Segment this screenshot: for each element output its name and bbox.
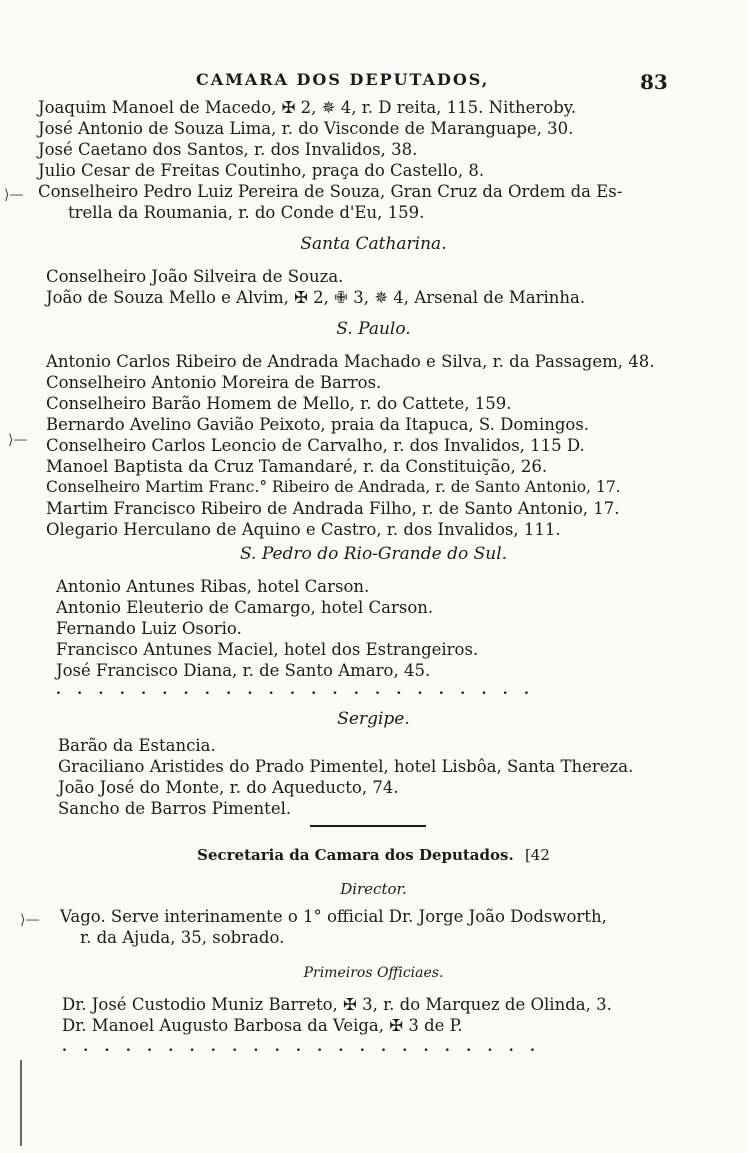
list-item: Antonio Eleuterio de Camargo, hotel Carson.: [56, 598, 434, 617]
list-item: Conselheiro João Silveira de Souza.: [46, 267, 344, 286]
dotted-leader: .......................: [62, 1039, 552, 1055]
list-item: João José do Monte, r. do Aqueducto, 74.: [58, 778, 399, 797]
section-title: [0, 844, 747, 866]
list-item: Julio Cesar de Freitas Coutinho, praça do Castello, 8.: [38, 161, 485, 180]
list-item: Dr. José Custodio Muniz Barreto, ✠ 3, r. do Marquez de Olinda, 3.: [62, 995, 612, 1014]
top-entries: [0, 97, 747, 223]
list-item: José Antonio de Souza Lima, r. do Visconde de Maranguape, 30.: [38, 119, 574, 138]
secretaria-title-suffix: [42: [524, 846, 550, 864]
officials-heading: Primeiros Officiaes.: [303, 965, 444, 981]
section-title: S. Pedro do Rio-Grande do Sul.: [239, 544, 508, 564]
margin-mark-icon: ⟩—: [4, 187, 24, 203]
list-item: Manoel Baptista da Cruz Tamandaré, r. da Constituição, 26.: [46, 457, 548, 476]
list-item-continuation: trella da Roumania, r. do Conde d'Eu, 159.: [68, 203, 425, 222]
section-santa-catharina: [0, 232, 747, 308]
list-item: José Caetano dos Santos, r. dos Invalidos, 38.: [38, 140, 418, 159]
list-item: Conselheiro Barão Homem de Mello, r. do Cattete, 159.: [46, 394, 512, 413]
list-item: Dr. Manoel Augusto Barbosa da Veiga, ✠ 3 de P.: [62, 1016, 463, 1035]
list-item: Conselheiro Antonio Moreira de Barros.: [46, 373, 382, 392]
list-item: Sancho de Barros Pimentel.: [58, 799, 292, 818]
section-title: Sergipe.: [337, 709, 410, 729]
list-item: Martim Francisco Ribeiro de Andrada Filho, r. de Santo Antonio, 17.: [46, 499, 620, 518]
page-header: [0, 70, 747, 96]
list-item: João de Souza Mello e Alvim, ✠ 2, ✙ 3, ✵ 4, Arsenal de Marinha.: [46, 288, 586, 307]
list-item: Bernardo Avelino Gavião Peixoto, praia da Itapuca, S. Domingos.: [46, 415, 590, 434]
section-divider: [310, 825, 426, 827]
list-item: Fernando Luiz Osorio.: [56, 619, 242, 638]
margin-line: [20, 1060, 22, 1146]
page-number: 83: [640, 70, 668, 94]
dotted-leader: .......................: [56, 682, 546, 698]
list-item: Conselheiro Carlos Leoncio de Carvalho, r. dos Invalidos, 115 D.: [46, 436, 585, 455]
director-heading: Director.: [340, 880, 407, 898]
secretaria-title: Secretaria da Camara dos Deputados.: [197, 846, 514, 864]
list-item: Barão da Estancia.: [58, 736, 216, 755]
section-sergipe: [0, 707, 747, 819]
section-title: S. Paulo.: [336, 319, 411, 339]
list-item: Olegario Herculano de Aquino e Castro, r. dos Invalidos, 111.: [46, 520, 561, 539]
list-item: Conselheiro Pedro Luiz Pereira de Souza, Gran Cruz da Ordem da Es-: [38, 182, 623, 201]
section-title: Santa Catharina.: [300, 234, 447, 254]
list-item: Joaquim Manoel de Macedo, ✠ 2, ✵ 4, r. D reita, 115. Nitheroby.: [38, 98, 577, 117]
director-line: Vago. Serve interinamente o 1° official Dr. Jorge João Dodsworth,: [60, 907, 607, 926]
running-title: CAMARA DOS DEPUTADOS,: [196, 70, 490, 89]
list-item: José Francisco Diana, r. de Santo Amaro, 45.: [56, 661, 431, 680]
list-item: Graciliano Aristides do Prado Pimentel, hotel Lisbôa, Santa Thereza.: [58, 757, 634, 776]
section-rio-grande-do-sul: [0, 542, 747, 699]
list-item: Conselheiro Martim Franc.° Ribeiro de Andrada, r. de Santo Antonio, 17.: [46, 478, 621, 496]
director-line: r. da Ajuda, 35, sobrado.: [80, 928, 285, 947]
list-item: Francisco Antunes Maciel, hotel dos Estrangeiros.: [56, 640, 479, 659]
margin-mark-icon: ⟩—: [8, 432, 28, 448]
list-item: Antonio Carlos Ribeiro de Andrada Machado e Silva, r. da Passagem, 48.: [46, 352, 655, 371]
list-item: Antonio Antunes Ribas, hotel Carson.: [56, 577, 370, 596]
section-secretaria: [0, 844, 747, 1056]
section-sao-paulo: [0, 317, 747, 540]
margin-mark-icon: ⟩—: [20, 912, 40, 928]
